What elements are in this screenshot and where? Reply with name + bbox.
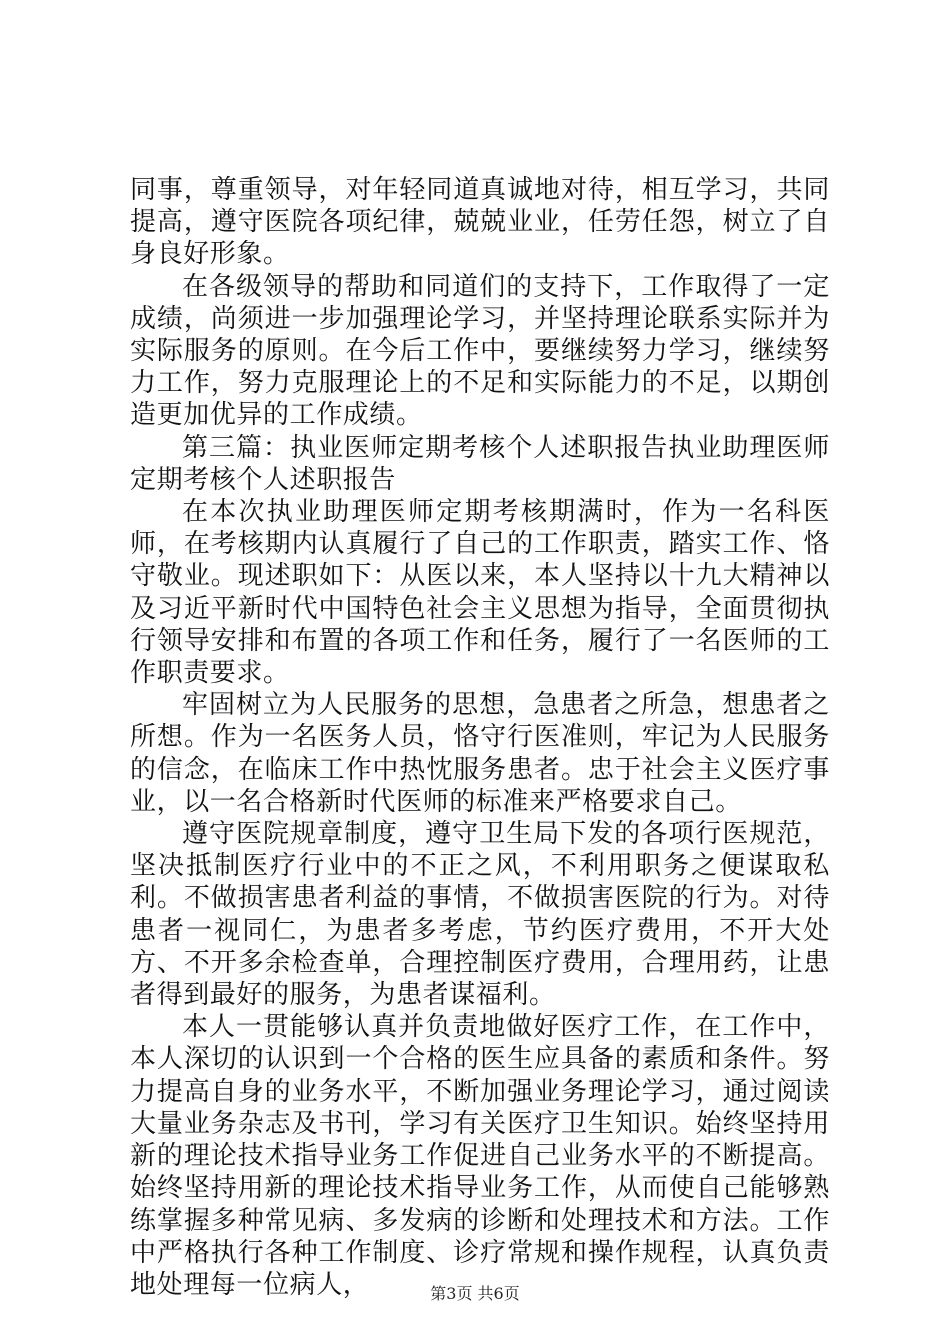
section-heading: 第三篇：执业医师定期考核个人述职报告执业助理医师定期考核个人述职报告	[130, 432, 830, 495]
document-body	[130, 174, 830, 1301]
paragraph-1: 同事，尊重领导，对年轻同道真诚地对待，相互学习，共同提高，遵守医院各项纪律，兢兢业业，任劳任怨，树立了自身良好形象。	[130, 175, 830, 270]
paragraph-2: 在各级领导的帮助和同道们的支持下，工作取得了一定成绩，尚须进一步加强理论学习，并坚持理论联系实际并为实际服务的原则。在今后工作中，要继续努力学习，继续努力工作，努力克服理论上的不足和实际能力的不足，以期创造更加优异的工作成绩。	[130, 271, 830, 431]
paragraph-3: 在本次执业助理医师定期考核期满时，作为一名科医师，在考核期内认真履行了自己的工作职责，踏实工作、恪守敬业。现述职如下：从医以来，本人坚持以十九大精神以及习近平新时代中国特色社会主义思想为指导，全面贯彻执行领导安排和布置的各项工作和任务，履行了一名医师的工作职责要求。	[130, 497, 830, 689]
paragraph-6: 本人一贯能够认真并负责地做好医疗工作，在工作中，本人深切的认识到一个合格的医生应具备的素质和条件。努力提高自身的业务水平，不断加强业务理论学习，通过阅读大量业务杂志及书刊，学习有关医疗卫生知识。始终坚持用新的理论技术指导业务工作促进自己业务水平的不断提高。始终坚持用新的理论技术指导业务工作，从而使自己能够熟练掌握多种常见病、多发病的诊断和处理技术和方法。工作中严格执行各种工作制度、诊疗常规和操作规程，认真负责地处理每一位病人，	[130, 1012, 830, 1300]
paragraph-5: 遵守医院规章制度，遵守卫生局下发的各项行医规范，坚决抵制医疗行业中的不正之风，不利用职务之便谋取私利。不做损害患者利益的事情，不做损害医院的行为。对待患者一视同仁，为患者多考虑，节约医疗费用，不开大处方、不开多余检查单，合理控制医疗费用，合理用药，让患者得到最好的服务，为患者谋福利。	[130, 819, 830, 1011]
paragraph-4: 牢固树立为人民服务的思想，急患者之所急，想患者之所想。作为一名医务人员，恪守行医准则，牢记为人民服务的信念，在临床工作中热忱服务患者。忠于社会主义医疗事业，以一名合格新时代医师的标准来严格要求自己。	[130, 690, 830, 817]
page-footer: 第3页 共6页	[430, 1284, 520, 1303]
